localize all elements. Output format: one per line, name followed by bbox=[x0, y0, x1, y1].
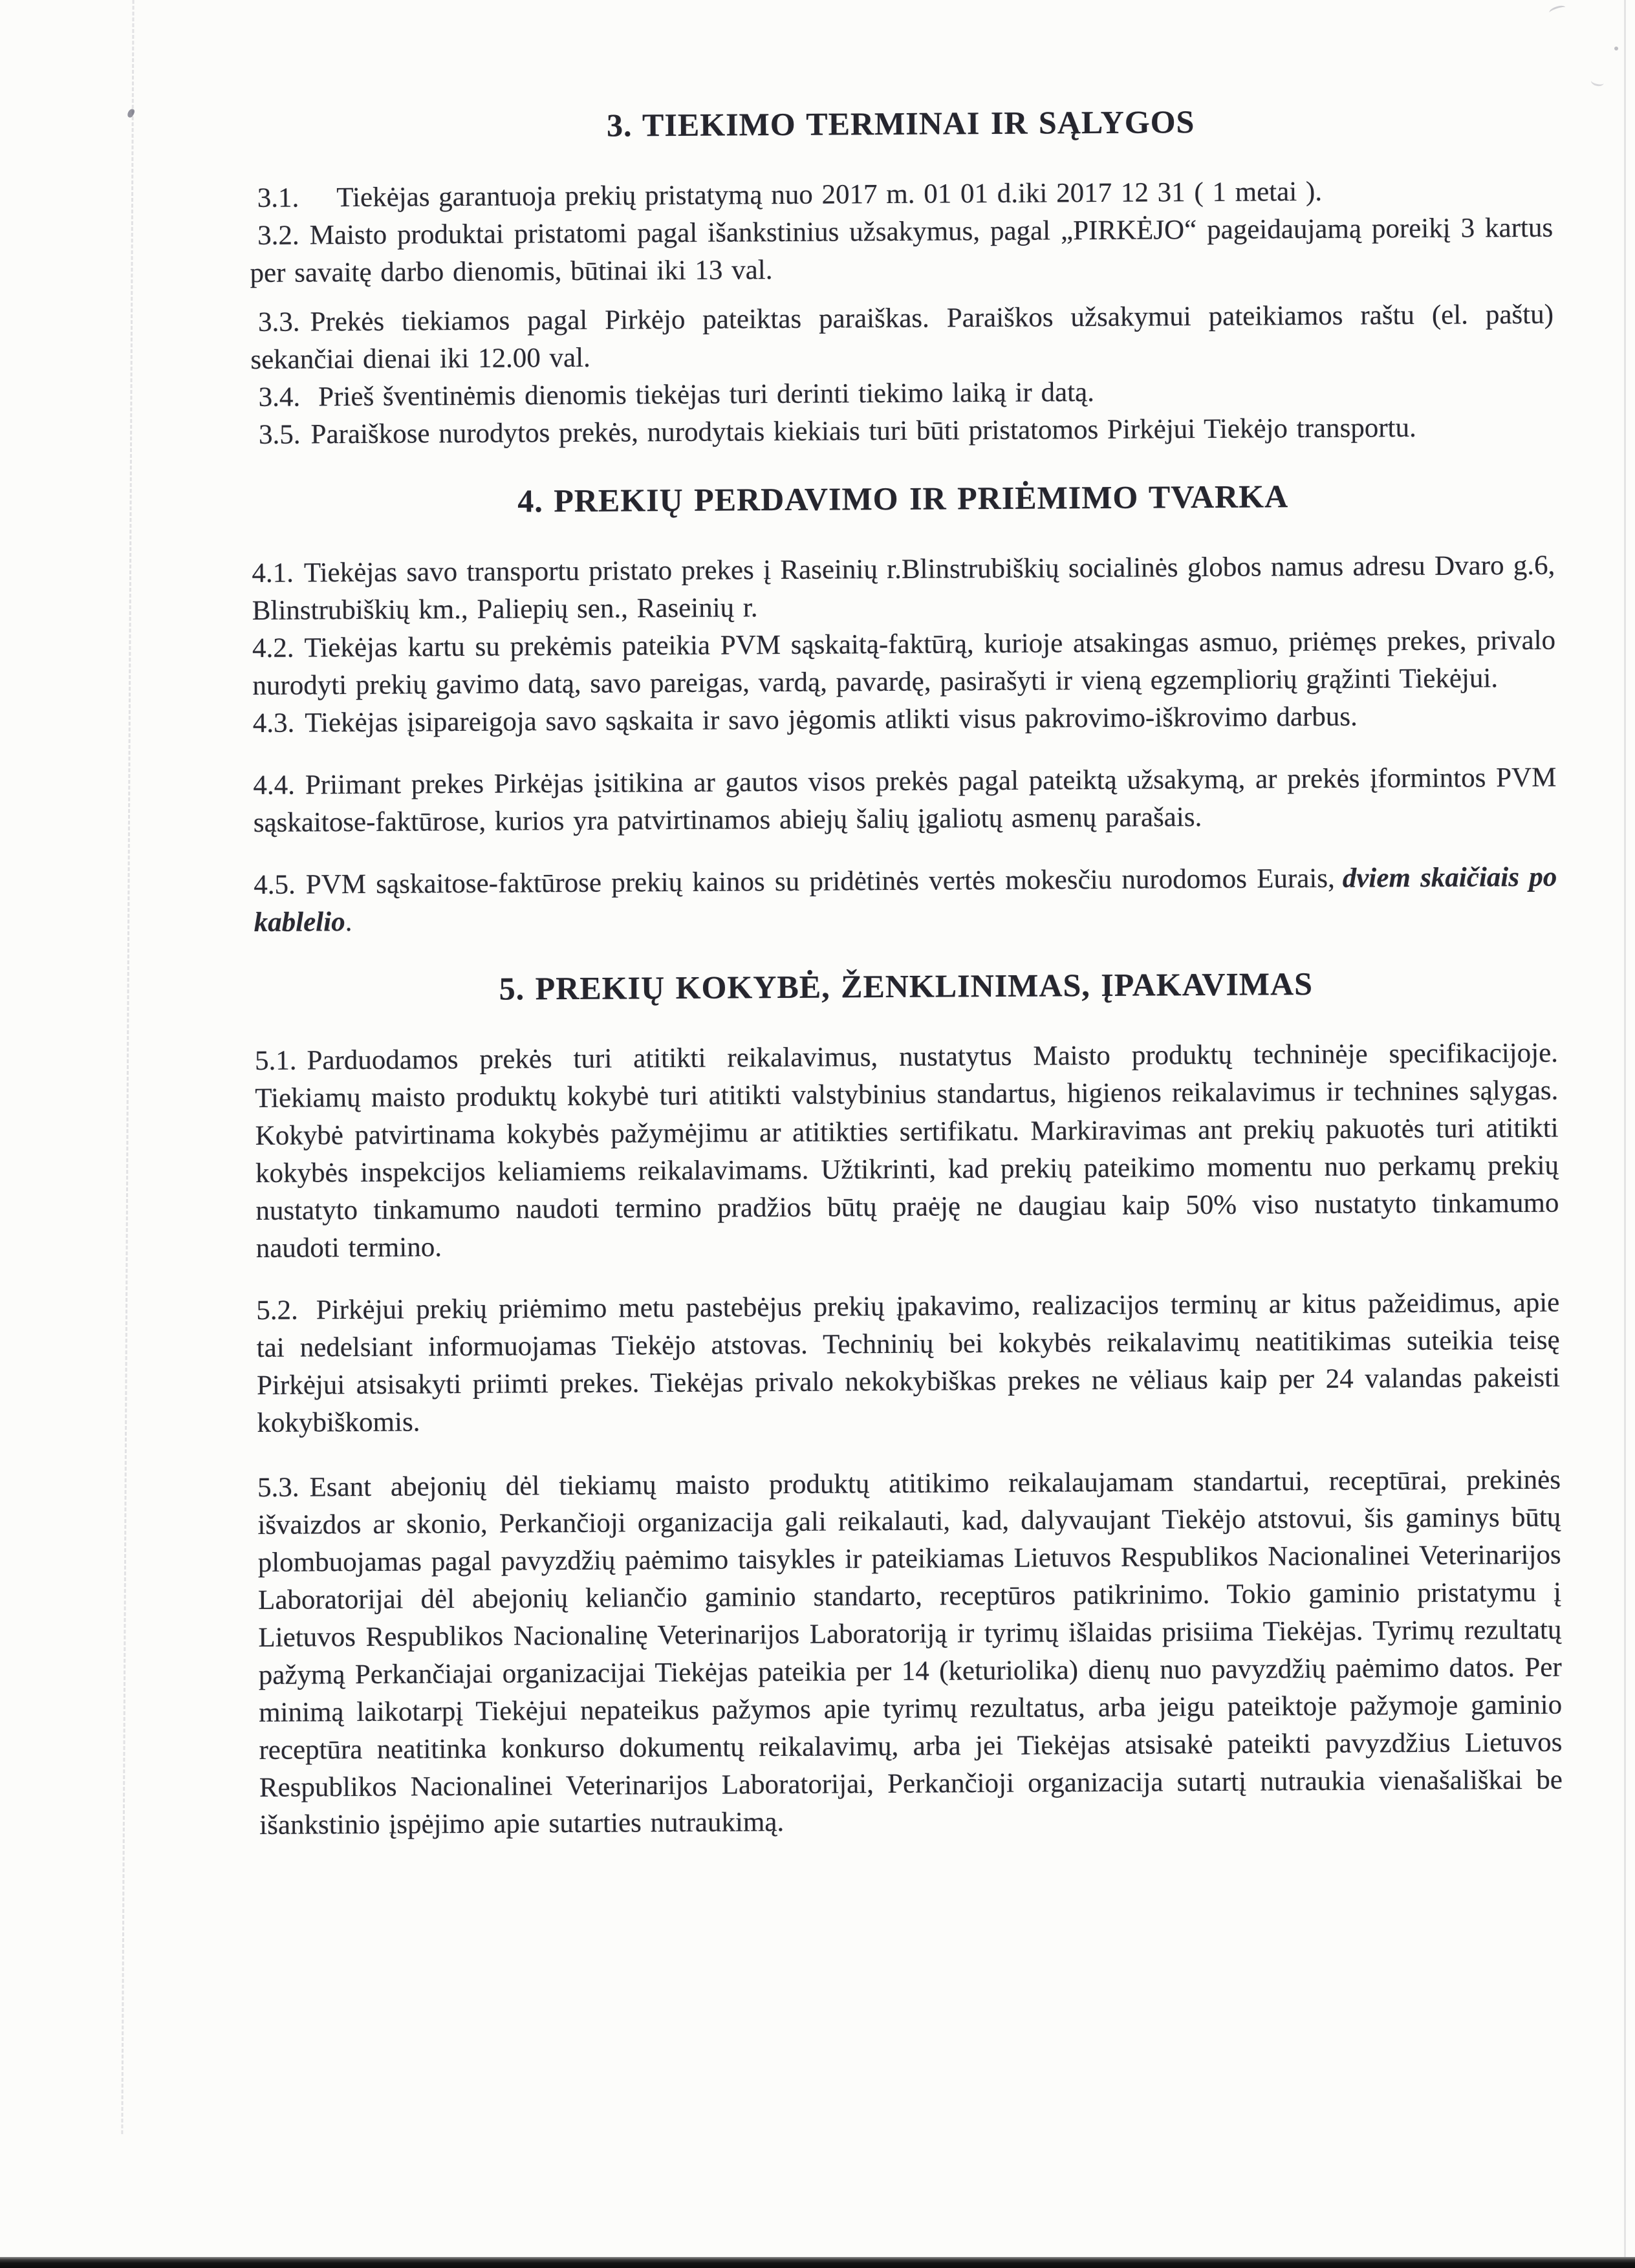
clause-5-2 bbox=[256, 1284, 1560, 1442]
section-4-title: 4. PREKIŲ PERDAVIMO IR PRIĖMIMO TVARKA bbox=[517, 478, 1289, 519]
section-handover-procedure bbox=[252, 476, 1557, 942]
clause-text: Esant abejonių dėl tiekiamų maisto produktų atitikimo reikalaujamam standartui, receptūrai, prekinės išvaizdos ar skonio, Perkančioji organizacija gali reikalauti, kad, dalyvaujant Tiekėjo atstovui, šis gaminys būtų plombuojamas pagal pavyzdžių paėmimo taisykles ir pateikiamas Lietuvos Respublikos Nacionalinei Veterinarijos Laboratorijai dėl abejonių keliančio gaminio standarto, receptūros patikrinimo. Tokio gaminio pristatymu į Lietuvos Respublikos Nacionalinę Veterinarijos Laboratoriją ir tyrimų išlaidas prisiima Tiekėjas. Tyrimų rezultatų pažymą Perkančiajai organizacijai Tiekėjas pateikia per 14 (keturiolika) dienų nuo pavyzdžių paėmimo datos. Per minimą laikotarpį Tiekėjui nepateikus pažymos apie tyrimų rezultatus, arba jeigu pateiktoje pažymoje gaminio receptūra neatitinka konkurso dokumentų reikalavimų, arba jei Tiekėjas atsisakė pateikti pavyzdžius Lietuvos Respublikos Nacionalinei Veterinarijos Laboratorijai, Perkančioji organizacija sutartį nutraukia vienašališkai be išankstinio įspėjimo apie sutarties nutraukimą. bbox=[257, 1464, 1563, 1841]
clause-5-3 bbox=[257, 1462, 1563, 1844]
clause-text: Tiekėjas garantuoja prekių pristatymą nuo 2017 m. 01 01 d.iki 2017 12 31 ( 1 metai ). bbox=[336, 176, 1323, 213]
clause-4-4 bbox=[253, 759, 1557, 842]
clause-text: Prieš šventinėmis dienomis tiekėjas turi derinti tiekimo laiką ir datą. bbox=[318, 377, 1095, 413]
clause-number: 4.3. bbox=[252, 707, 295, 739]
scan-artifact-bottom-edge bbox=[0, 2257, 1635, 2268]
section-3-title: 3. TIEKIMO TERMINAI IR SĄLYGOS bbox=[606, 103, 1195, 144]
clause-text: Priimant prekes Pirkėjas įsitikina ar gautos visos prekės pagal pateiktą užsakymą, ar prekės įformintos PVM sąskaitose-faktūrose, kurios yra patvirtinamos abiejų šalių įgaliotų asmenų parašais. bbox=[253, 762, 1557, 838]
clause-number: 3.2. bbox=[257, 220, 299, 251]
clause-number: 3.5. bbox=[258, 419, 301, 450]
clause-number: 5.2. bbox=[256, 1295, 298, 1326]
section-5-title: 5. PREKIŲ KOKYBĖ, ŽENKLINIMAS, ĮPAKAVIMAS bbox=[499, 965, 1314, 1007]
scan-artifact-binding-dots bbox=[121, 0, 134, 2134]
clause-text: PVM sąskaitose-faktūrose prekių kainos su pridėtinės vertės mokesčiu nurodomos Eurais, bbox=[305, 863, 1335, 900]
clause-text: Prekės tiekiamos pagal Pirkėjo pateiktas paraiškas. Paraiškos užsakymui pateikiamos raštu (el. paštu) sekančiai dienai iki 12.00 val. bbox=[250, 299, 1554, 375]
clause-number: 4.2. bbox=[252, 632, 294, 664]
clause-text: Paraiškose nurodytos prekės, nurodytais kiekiais turi būti pristatomos Pirkėjui Tiekėjo transportu. bbox=[310, 412, 1416, 450]
clause-4-3 bbox=[253, 697, 1556, 742]
clause-4-1 bbox=[252, 547, 1555, 630]
scan-artifact-speck bbox=[1614, 47, 1618, 50]
clause-number: 3.3. bbox=[257, 307, 300, 338]
scan-artifact-speck bbox=[1548, 4, 1566, 16]
clause-number: 5.3. bbox=[257, 1472, 299, 1503]
clause-text: Maisto produktai pristatomi pagal išankstinius užsakymus, pagal „PIRKĖJO“ pageidaujamą poreikį 3 kartus per savaitę darbo dienomis, būtinai iki 13 val. bbox=[250, 212, 1554, 288]
scan-artifact-speck bbox=[126, 108, 135, 118]
clause-number: 3.1. bbox=[257, 182, 299, 213]
clause-text: Tiekėjas įsipareigoja savo sąskaita ir savo jėgomis atlikti visus pakrovimo-iškrovimo darbus. bbox=[305, 701, 1358, 739]
clause-3-2 bbox=[250, 210, 1554, 292]
clause-4-2 bbox=[252, 622, 1556, 705]
clause-5-1 bbox=[255, 1035, 1559, 1268]
clause-4-5 bbox=[254, 859, 1557, 942]
section-quality-labeling-packaging bbox=[254, 964, 1563, 1844]
clause-3-5 bbox=[251, 409, 1554, 454]
clause-number: 4.4. bbox=[253, 770, 296, 801]
clause-number: 4.1. bbox=[252, 557, 294, 589]
scan-artifact-speck bbox=[1590, 76, 1605, 87]
clause-number: 4.5. bbox=[254, 869, 296, 900]
clause-number: 5.1. bbox=[254, 1045, 297, 1076]
clause-text-suffix: . bbox=[345, 907, 352, 938]
scan-artifact-right-edge bbox=[1624, 0, 1626, 2268]
clause-emphasis-text: dviem skaičiais po kablelio bbox=[254, 861, 1557, 938]
clause-text: Tiekėjas savo transportu pristato prekes į Raseinių r.Blinstrubiškių socialinės globos namus adresu Dvaro g.6, Blinstrubiškių km., Paliepių sen., Raseinių r. bbox=[252, 550, 1555, 626]
clause-number: 3.4. bbox=[258, 382, 301, 413]
contract-text-block bbox=[249, 101, 1563, 1844]
clause-text: Tiekėjas kartu su prekėmis pateikia PVM sąskaitą-faktūrą, kurioje atsakingas asmuo, priėmęs prekes, privalo nurodyti prekių gavimo datą, savo pareigas, vardą, pavardę, pasirašyti ir vieną egzempliorių grąžinti Tiekėjui. bbox=[252, 625, 1556, 701]
clause-text: Parduodamos prekės turi atitikti reikalavimus, nustatytus Maisto produktų techninėje specifikacijoje. Tiekiamų maisto produktų kokybė turi atitikti valstybinius standartus, higienos reikalavimus ir technines sąlygas. Kokybė patvirtinama kokybės pažymėjimu ar atitikties sertifikatu. Markiravimas ant prekių pakuotės turi atitikti kokybės inspekcijos keliamiems reikalavimams. Užtikrinti, kad prekių pateikimo momentu nuo perkamų prekių nustatyto tinkamumo naudoti termino pradžios būtų praėję ne daugiau kaip 50% viso nustatyto tinkamumo naudoti termino. bbox=[255, 1037, 1559, 1264]
clause-text: Pirkėjui prekių priėmimo metu pastebėjus prekių įpakavimo, realizacijos terminų ar kitus pažeidimus, apie tai nedelsiant informuojamas Tiekėjo atstovas. Techninių bei kokybės reikalavimų neatitikimas suteikia teisę Pirkėjui atsisakyti priimti prekes. Tiekėjas privalo nekokybiškas prekes ne vėliaus kaip per 24 valandas pakeisti kokybiškomis. bbox=[256, 1287, 1561, 1438]
clause-3-3 bbox=[250, 296, 1554, 379]
section-delivery-terms bbox=[249, 101, 1554, 454]
